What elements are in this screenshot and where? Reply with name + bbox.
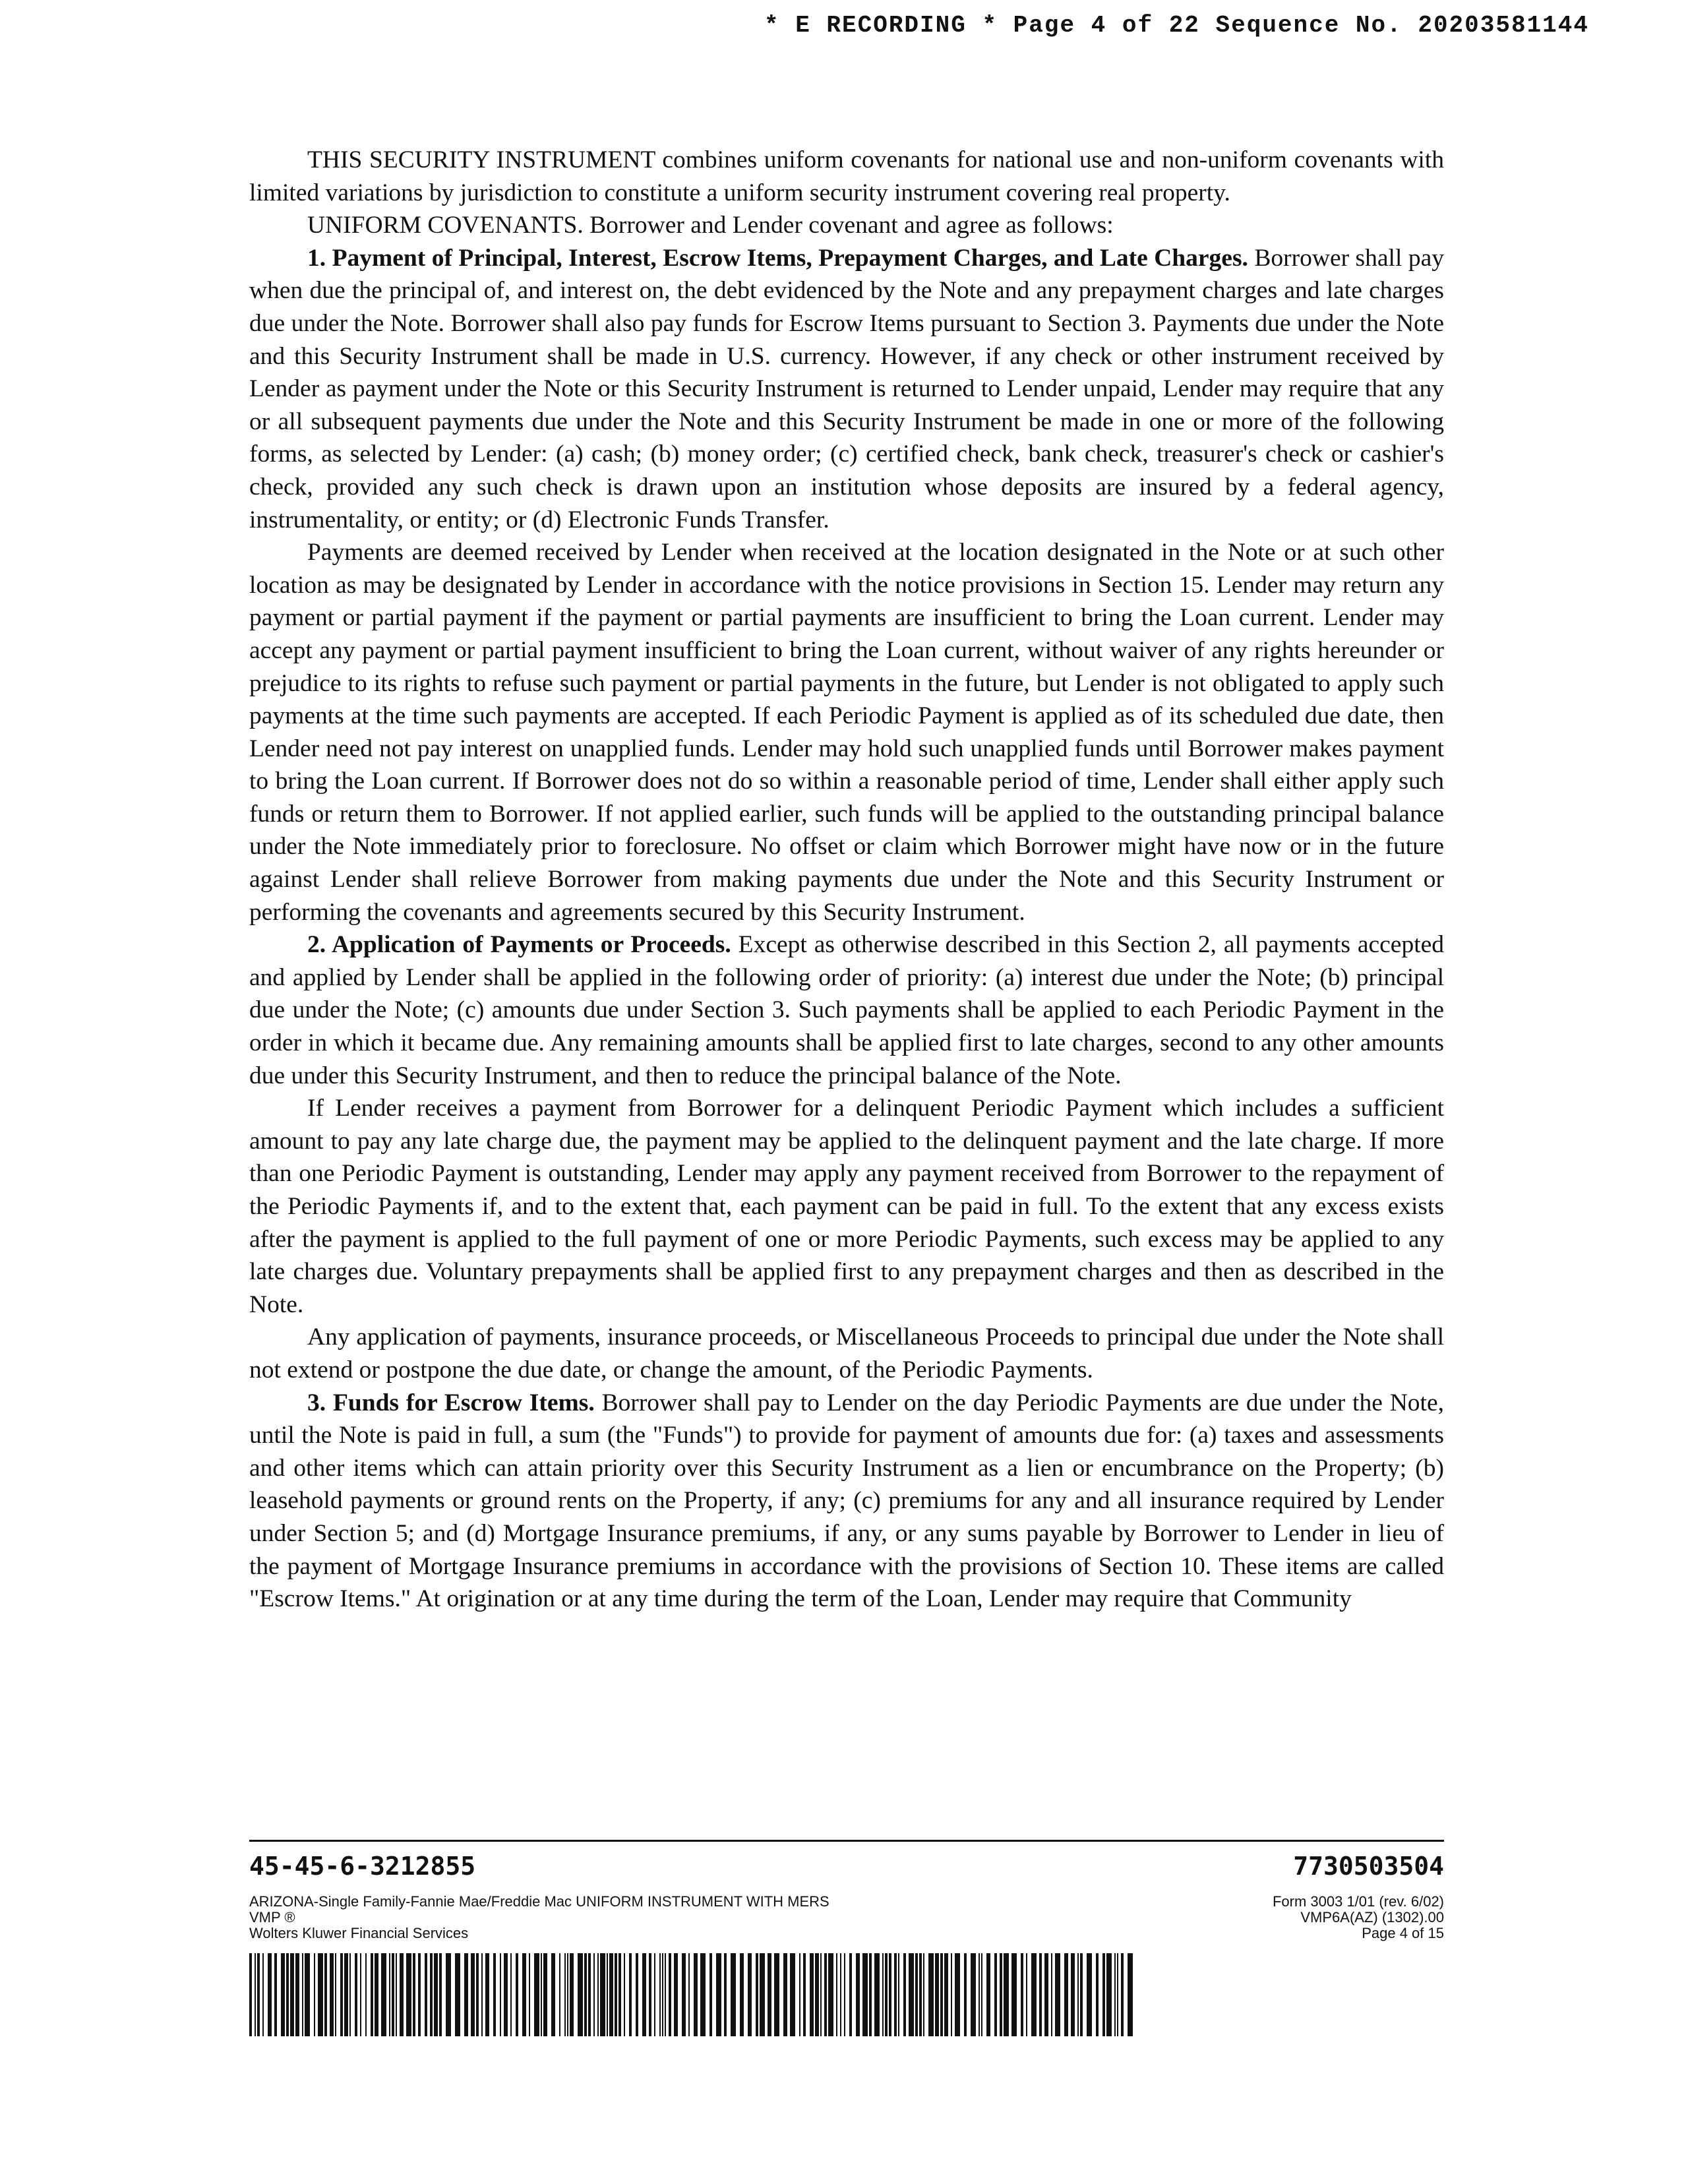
barcode-bar	[909, 1953, 914, 2036]
barcode-bar	[355, 1953, 357, 2036]
barcode-bar	[418, 1953, 421, 2036]
section-1-text: Borrower shall pay when due the principal of, and interest on, the debt evidenced by the Note and any prepayment charges and late charges due under the Note. Borrower shall also pay funds for Escrow Items pursuant to Section 3. Payments due under the Note and this Security Instrument shall be made in U.S. currency. However, if any check or other instrument received by Lender as payment under the Note or this Security Instrument is returned to Lender unpaid, Lender may require that any or all subsequent payments due under the Note and this Security Instrument be made in one or more of the following forms, as selected by Lender: (a) cash; (b) money order; (c) certified check, bank check, treasurer's check or cashier's check, provided any such check is drawn upon an institution whose deposits are insured by a federal agency, instrumentality, or entity; or (d) Electronic Funds Transfer.	[249, 244, 1444, 533]
barcode-bar	[396, 1953, 397, 2036]
barcode-bar	[389, 1953, 390, 2036]
paragraph-payments-received: Payments are deemed received by Lender when received at the location designated in the Note or at such other location as may be designated by Lender in accordance with the notice provisions in Section 15. Lender may return any payment or partial payment if the payment or partial payments are insufficient to bring the Loan current. Lender may accept any payment or partial payment insufficient to bring the Loan current, without waiver of any rights hereunder or prejudice to its rights to refuse such payment or partial payments in the future, but Lender is not obligated to apply such payments at the time such payments are accepted. If each Periodic Payment is applied as of its scheduled due date, then Lender need not pay interest on unapplied funds. Lender may hold such unapplied funds until Borrower makes payment to bring the Loan current. If Borrower does not do so within a reasonable period of time, Lender shall either apply such funds or return them to Borrower. If not applied earlier, such funds will be applied to the outstanding principal balance under the Note immediately prior to foreclosure. No offset or claim which Borrower might have now or in the future against Lender shall relieve Borrower from making payments due under the Note and this Security Instrument or performing the covenants and agreements secured by this Security Instrument.	[249, 539, 1444, 926]
barcode-bar	[471, 1953, 475, 2036]
barcode-bar	[455, 1953, 460, 2036]
barcode-bar	[340, 1953, 343, 2036]
barcode-bar	[935, 1953, 939, 2036]
barcode-bar	[344, 1953, 348, 2036]
barcode-bar	[1051, 1953, 1052, 2036]
barcode-bar	[740, 1953, 744, 2036]
barcode-bar	[1004, 1953, 1009, 2036]
barcode-bar	[1064, 1953, 1068, 2036]
barcode-bar	[607, 1953, 608, 2036]
barcode-bar	[534, 1953, 539, 2036]
barcode-bar	[760, 1953, 765, 2036]
section-2-text: Except as otherwise described in this Section 2, all payments accepted and applied by Lender shall be applied in the following order of priority: (a) interest due under the Note; (b) principal due under the Note; (c) amounts due under Section 3. Such payments shall be applied to each Periodic Payment in the order in which it became due. Any remaining amounts shall be applied first to late charges, second to any other amounts due under this Security Instrument, and then to reduce the principal balance of the Note.	[249, 931, 1445, 1089]
barcode-bar	[324, 1953, 327, 2036]
barcode-bar	[318, 1953, 323, 2036]
barcode-bar	[618, 1953, 621, 2036]
paragraph-section-2	[249, 928, 1444, 1092]
barcode-bar	[476, 1953, 479, 2036]
barcode-bar	[597, 1953, 599, 2036]
barcode-bar	[249, 1953, 252, 2036]
footer-divider	[249, 1840, 1444, 1842]
barcode-bar	[559, 1953, 560, 2036]
barcode-bar	[1096, 1953, 1099, 2036]
barcode-bar	[964, 1953, 967, 2036]
page-number: Page 4 of 15	[1362, 1925, 1444, 1941]
barcode-bar	[375, 1953, 378, 2036]
barcode-bar	[994, 1953, 997, 2036]
barcode-bar	[349, 1953, 351, 2036]
barcode-bar	[281, 1953, 285, 2036]
barcode-bar	[774, 1953, 779, 2036]
barcode-bar	[567, 1953, 568, 2036]
barcode-bar	[849, 1953, 852, 2036]
barcode-bar	[335, 1953, 336, 2036]
barcode-bar	[928, 1953, 934, 2036]
barcode-bar	[903, 1953, 906, 2036]
barcode-bar	[919, 1953, 922, 2036]
barcode-bar	[700, 1953, 706, 2036]
barcode-bar	[578, 1953, 583, 2036]
barcode-bar	[629, 1953, 632, 2036]
barcode-bar	[381, 1953, 386, 2036]
barcode-bar	[856, 1953, 860, 2036]
barcode-bar	[302, 1953, 303, 2036]
barcode-bar	[522, 1953, 526, 2036]
barcode-bar	[615, 1953, 617, 2036]
barcode-bar	[820, 1953, 822, 2036]
barcode-bar	[330, 1953, 334, 2036]
barcode-bar	[439, 1953, 442, 2036]
barcode-bar	[1031, 1953, 1037, 2036]
barcode-bar	[662, 1953, 663, 2036]
paragraph-section-3	[249, 1387, 1444, 1616]
barcode-bar	[464, 1953, 468, 2036]
form-title: ARIZONA-Single Family-Fannie Mae/Freddie Mac UNIFORM INSTRUMENT WITH MERS	[249, 1893, 829, 1910]
barcode-bar	[425, 1953, 427, 2036]
paragraph-application: Any application of payments, insurance proceeds, or Miscellaneous Proceeds to principal due under the Note shall not extend or postpone the due date, or change the amount, of the Periodic Payments.	[249, 1323, 1444, 1383]
barcode-bar	[951, 1953, 952, 2036]
barcode-bar	[642, 1953, 646, 2036]
barcode-bar	[885, 1953, 888, 2036]
barcode-bar	[669, 1953, 671, 2036]
barcode-bar	[413, 1953, 415, 2036]
barcode-bar	[593, 1953, 595, 2036]
barcode-bar	[783, 1953, 787, 2036]
barcode-bar	[406, 1953, 411, 2036]
barcode-bar	[584, 1953, 587, 2036]
barcode-bar	[1044, 1953, 1048, 2036]
barcode-bar	[836, 1953, 837, 2036]
form-code: VMP6A(AZ) (1302).00	[1300, 1909, 1444, 1926]
paragraph-intro: THIS SECURITY INSTRUMENT combines uniform covenants for national use and non-uniform covenants with limited variations by jurisdiction to constitute a uniform security instrument covering real property.	[249, 146, 1444, 206]
barcode-bar	[1102, 1953, 1105, 2036]
barcode-bar	[434, 1953, 438, 2036]
barcode-bar	[305, 1953, 310, 2036]
barcode-bar	[430, 1953, 433, 2036]
barcode-bar	[869, 1953, 872, 2036]
form-info-right	[1273, 1894, 1444, 1941]
barcode-bar	[986, 1953, 990, 2036]
barcode-bar	[600, 1953, 605, 2036]
barcode-bar	[274, 1953, 277, 2036]
paragraph-section-1	[249, 242, 1444, 536]
section-3-heading: 3. Funds for Escrow Items.	[307, 1389, 595, 1416]
barcode-bar	[1117, 1953, 1118, 2036]
barcode-bar	[624, 1953, 625, 2036]
barcode-bar	[609, 1953, 613, 2036]
barcode-bar	[682, 1953, 686, 2036]
barcode	[249, 1953, 1138, 2036]
barcode-bar	[944, 1953, 948, 2036]
barcode-bar	[371, 1953, 373, 2036]
barcode-bar	[1000, 1953, 1002, 2036]
section-1-heading: 1. Payment of Principal, Interest, Escrow Items, Prepayment Charges, and Late Charges.	[307, 244, 1248, 272]
barcode-bar	[981, 1953, 982, 2036]
barcode-bar	[889, 1953, 891, 2036]
barcode-bar	[716, 1953, 721, 2036]
barcode-bar	[504, 1953, 508, 2036]
barcode-bar	[1071, 1953, 1075, 2036]
barcode-bar	[588, 1953, 591, 2036]
form-info-left	[249, 1894, 829, 1941]
barcode-bar	[724, 1953, 727, 2036]
barcode-bar	[768, 1953, 771, 2036]
loan-id: 45-45-6-3212855	[249, 1852, 476, 1881]
barcode-bar	[392, 1953, 394, 2036]
barcode-bar	[979, 1953, 980, 2036]
barcode-bar	[314, 1953, 315, 2036]
barcode-bar	[756, 1953, 758, 2036]
barcode-bar	[940, 1953, 943, 2036]
barcode-bar	[674, 1953, 678, 2036]
barcode-bar	[882, 1953, 884, 2036]
barcode-bar	[665, 1953, 666, 2036]
barcode-bar	[360, 1953, 361, 2036]
barcode-bar	[803, 1953, 806, 2036]
barcode-bar	[840, 1953, 841, 2036]
barcode-bar	[659, 1953, 661, 2036]
barcode-bar	[649, 1953, 651, 2036]
barcode-bar	[828, 1953, 833, 2036]
barcode-bar	[286, 1953, 289, 2036]
barcode-bar	[295, 1953, 299, 2036]
barcode-bar	[824, 1953, 827, 2036]
barcode-bar	[481, 1953, 483, 2036]
barcode-bar	[1080, 1953, 1083, 2036]
barcode-bar	[365, 1953, 367, 2036]
barcode-bar	[694, 1953, 698, 2036]
barcode-bar	[485, 1953, 489, 2036]
barcode-bar	[1021, 1953, 1023, 2036]
barcode-bar	[262, 1953, 264, 2036]
barcode-bar	[570, 1953, 574, 2036]
barcode-bar	[898, 1953, 899, 2036]
vmp-mark: VMP ®	[249, 1909, 295, 1926]
barcode-bar	[955, 1953, 960, 2036]
barcode-bar	[915, 1953, 918, 2036]
barcode-bar	[1055, 1953, 1060, 2036]
barcode-bar	[541, 1953, 542, 2036]
barcode-bar	[564, 1953, 566, 2036]
barcode-bar	[510, 1953, 512, 2036]
paragraph-delinquent-payment: If Lender receives a payment from Borrower for a delinquent Periodic Payment which includes a sufficient amount to pay any late charge due, the payment may be applied to the delinquent payment and the late charge. If more than one Periodic Payment is outstanding, Lender may apply any payment received from Borrower to the repayment of the Periodic Payments if, and to the extent that, each payment can be paid in full. To the extent that any excess exists after the payment is applied to the full payment of one or more Periodic Payments, such excess may be applied to any late charges due. Voluntary prepayments shall be applied first to any prepayment charges and then as described in the Note.	[249, 1095, 1444, 1318]
barcode-bar	[543, 1953, 547, 2036]
barcode-bar	[529, 1953, 530, 2036]
barcode-bar	[874, 1953, 880, 2036]
barcode-bar	[446, 1953, 451, 2036]
barcode-bar	[1121, 1953, 1124, 2036]
barcode-bar	[290, 1953, 294, 2036]
barcode-bar	[709, 1953, 712, 2036]
recording-stamp: * E RECORDING * Page 4 of 22 Sequence No. 20203581144	[764, 12, 1589, 39]
barcode-bar	[1026, 1953, 1027, 2036]
barcode-bar	[1128, 1953, 1133, 2036]
barcode-bar	[500, 1953, 501, 2036]
barcode-bar	[493, 1953, 496, 2036]
barcode-bar	[748, 1953, 752, 2036]
publisher: Wolters Kluwer Financial Services	[249, 1925, 469, 1941]
barcode-bar	[257, 1953, 260, 2036]
barcode-bar	[1077, 1953, 1079, 2036]
barcode-bar	[731, 1953, 736, 2036]
barcode-bar	[255, 1953, 256, 2036]
barcode-bar	[1039, 1953, 1042, 2036]
barcode-bar	[815, 1953, 819, 2036]
barcode-bar	[894, 1953, 897, 2036]
paragraph-uniform-covenants: UNIFORM COVENANTS. Borrower and Lender covenant and agree as follows:	[307, 212, 1114, 239]
barcode-bar	[810, 1953, 814, 2036]
barcode-bar	[688, 1953, 690, 2036]
document-body	[249, 144, 1444, 1616]
barcode-bar	[799, 1953, 800, 2036]
barcode-bar	[1114, 1953, 1116, 2036]
barcode-bar	[551, 1953, 555, 2036]
barcode-bar	[654, 1953, 655, 2036]
barcode-bar	[1011, 1953, 1017, 2036]
section-3-text: Borrower shall pay to Lender on the day Periodic Payments are due under the Note, until the Note is paid in full, a sum (the "Funds") to provide for payment of amounts due for: (a) taxes and assessments and other items which can attain priority over this Security Instrument as a lien or encumbrance on the Property; (b) leasehold payments or ground rents on the Property, if any; (c) premiums for any and all insurance required by Lender under Section 5; and (d) Mortgage Insurance premiums, if any, or any sums payable by Borrower to Lender in lieu of the payment of Mortgage Insurance premiums in accordance with the provisions of Section 10. These items are called "Escrow Items." At origination or at any time during the term of the Loan, Lender may require that Community	[249, 1389, 1444, 1613]
section-2-heading: 2. Application of Payments or Proceeds.	[307, 931, 731, 959]
barcode-bar	[790, 1953, 795, 2036]
barcode-bar	[971, 1953, 976, 2036]
barcode-bar	[923, 1953, 924, 2036]
barcode-bar	[636, 1953, 638, 2036]
document-number: 7730503504	[1293, 1852, 1444, 1881]
barcode-bar	[844, 1953, 845, 2036]
barcode-bar	[268, 1953, 272, 2036]
barcode-bar	[1106, 1953, 1112, 2036]
barcode-bar	[400, 1953, 404, 2036]
barcode-bar	[862, 1953, 868, 2036]
barcode-bar	[516, 1953, 518, 2036]
barcode-bar	[1087, 1953, 1092, 2036]
form-number: Form 3003 1/01 (rev. 6/02)	[1272, 1893, 1444, 1910]
